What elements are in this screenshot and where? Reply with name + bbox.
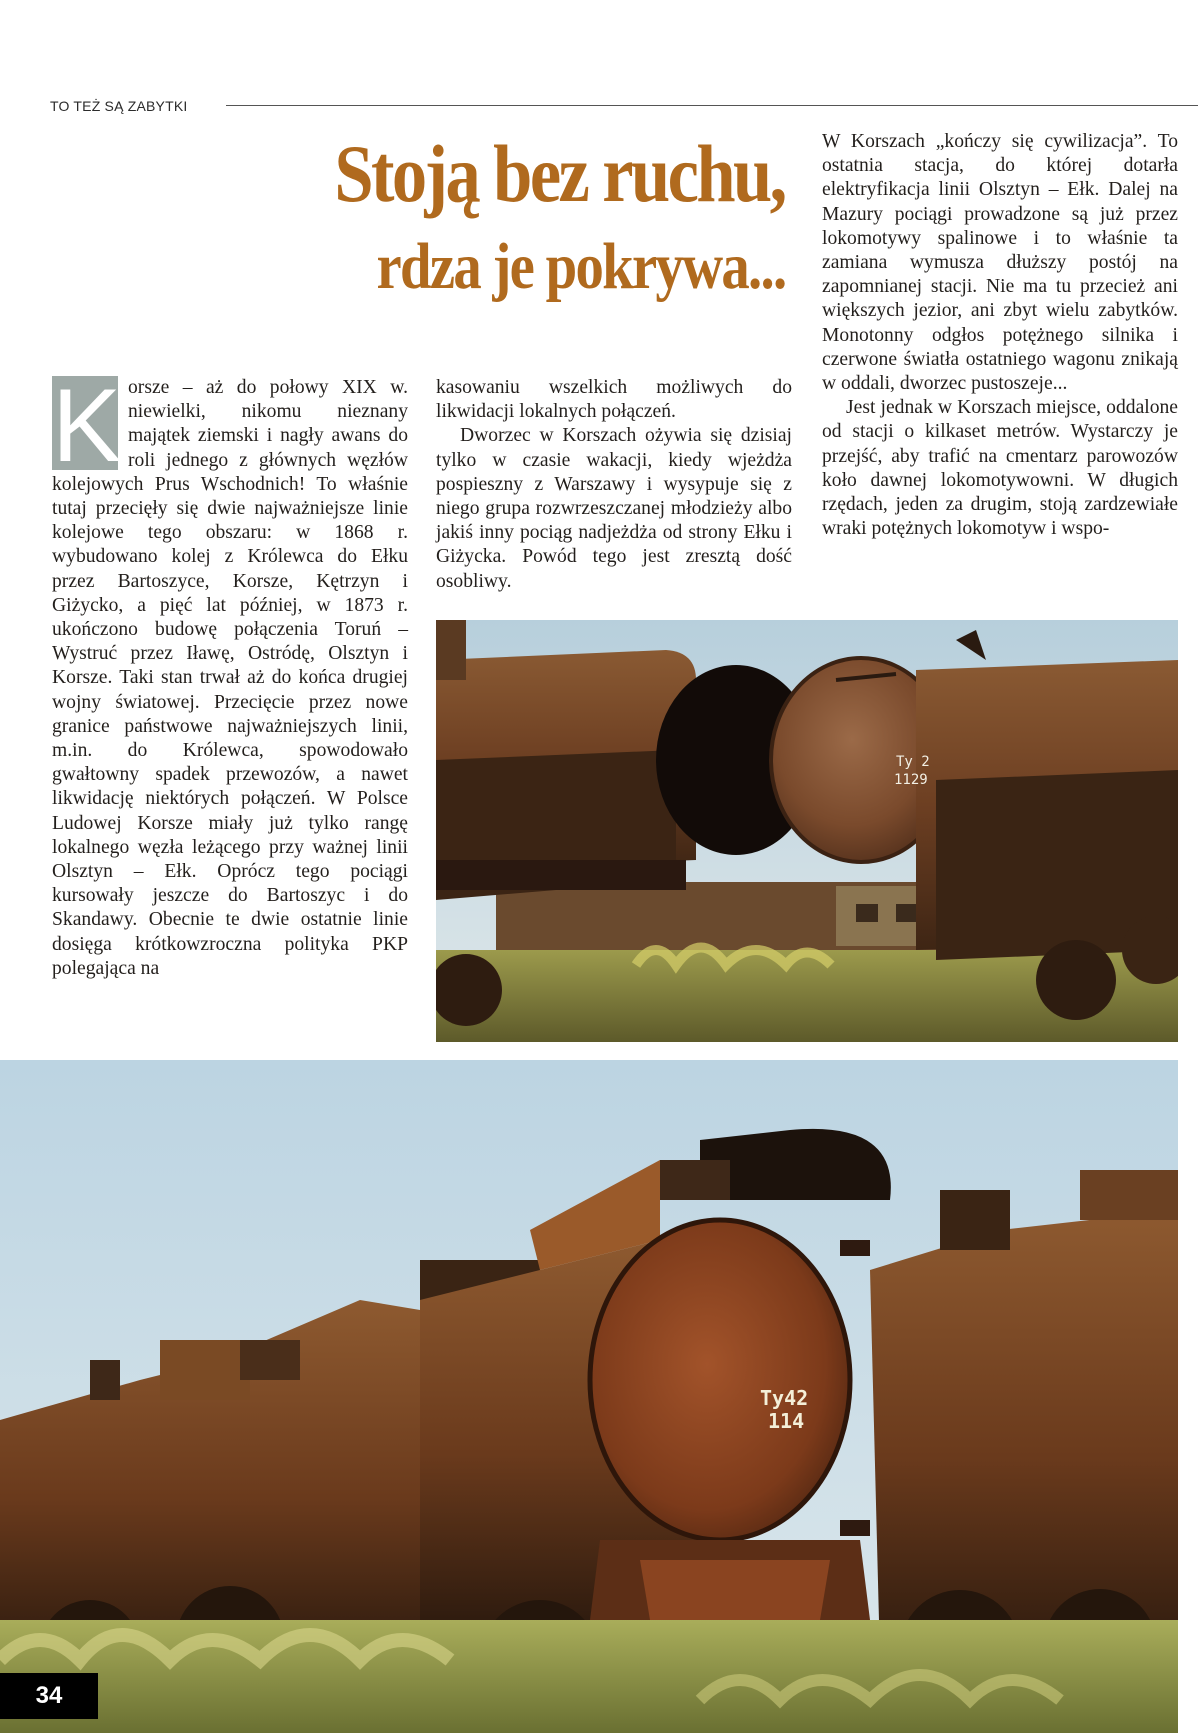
section-rule [226,105,1198,106]
locomotive-number-top-1: Ty 2 [896,754,930,770]
article-column-1 [52,368,408,1032]
article-paragraph: W Korszach „kończy się cywilizacja”. To ostatnia stacja, do której dotarła elektryfikacja linii Olsztyn – Ełk. Dalej na Mazury pociągi prowadzone są już przez lokomotywy spalinowe i to właśnie ta zamiana wymusza dłuższy postój na zapomnianej stacji. Nie ma tu przecież ani większych jezior, ani zbyt wielu zabytków. Monotonny odgłos potężnego silnika i czerwone światła ostatniego wagonu znikają w oddali, dworzec pustoszeje... [822,131,1178,395]
photo-locomotive-row [0,1060,1178,1733]
page-number: 34 [35,1682,63,1709]
locomotive-number-bottom-1: Ty42 [760,1386,809,1410]
article-paragraph [52,368,408,981]
article-column-2 [436,376,792,596]
headline-line-1: Stoją bez ruchu, [334,128,785,219]
article-paragraph: kasowaniu wszelkich możliwych do likwidacji lokalnych połączeń. [436,377,792,423]
photo-locomotive-fronts-image [436,620,1178,1042]
headline [200,128,785,338]
article-paragraph: Jest jednak w Korszach miejsce, oddalone od stacji o kilkaset metrów. Wystarczy je przejść, aby trafić na cmentarz parowozów koło dawnej lokomotywowni. W długich rzędach, jeden za drugim, stoją zardzewiałe wraki potężnych lokomotyw i wspo- [822,397,1178,540]
photo-locomotive-row-image [0,1060,1178,1733]
section-label: TO TEŻ SĄ ZABYTKI [50,98,188,114]
article-paragraph: Dworzec w Korszach ożywia się dzisiaj tylko w czasie wakacji, kiedy wjeżdża pospieszny z Warszawy i wysypuje się z niego grupa rozwrzeszczanej młodzieży albo jakiś inny pociąg nadjeżdża od strony Ełku i Giżycka. Powód tego jest zresztą dość osobliwy. [436,425,792,592]
drop-cap: K [52,368,122,484]
section-header [50,96,1198,118]
headline-line-2: rdza je pokrywa... [376,230,785,303]
photo-locomotive-fronts [436,620,1178,1042]
locomotive-number-top-2: 1129 [894,772,928,788]
locomotive-number-bottom-2: 114 [768,1409,805,1433]
article-paragraph-text: orsze – aż do połowy XIX w. niewielki, nikomu nieznany majątek ziemski i nagły awans do roli jednego z głównych węzłów kolejowych Prus Wschodnich! To właśnie tutaj przecięły się dwie najważniejsze linie kolejowe tego obszaru: w 1868 r. wybudowano kolej z Królewca do Ełku przez Bartoszyce, Korsze, Kętrzyn i Giżycko, a pięć lat później, w 1873 r. ukończono budowę połączenia Toruń – Wystruć przez Iławę, Ostródę, Olsztyn i Korsze. Taki stan trwał aż do końca drugiej wojny światowej. Przecięcie przez nowe granice państwowe najważniejszych linii, m.in. do Królewca, spowodowało gwałtowny spadek przewozów, a nawet likwidację niektórych połączeń. W Polsce Ludowej Korsze miały już tylko rangę lokalnego węzła leżącego przy ważnej linii Olsztyn – Ełk. Oprócz tego pociągi kursowały jeszcze do Bartoszyc i do Skandawy. Obecnie te dwie ostatnie linie dosięga krótkowzroczna polityka PKP polegająca na [52,377,408,979]
page-number-box [0,1673,98,1719]
article-column-3 [822,130,1178,600]
